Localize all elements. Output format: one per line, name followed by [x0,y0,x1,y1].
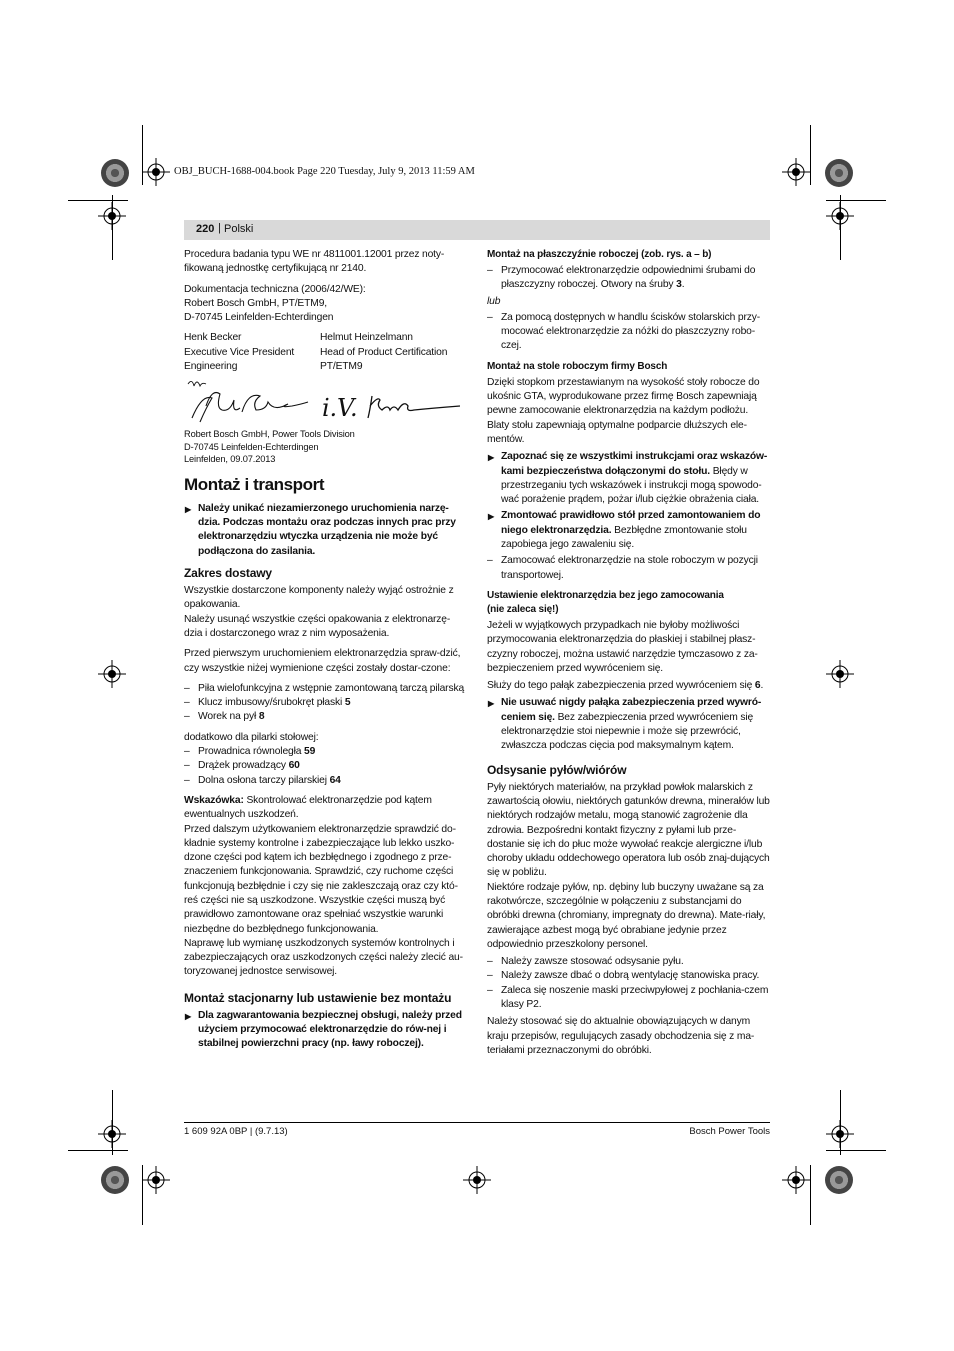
doc-label: Dokumentacja techniczna (2006/42/WE): [184,283,366,295]
list-item: – Drążek prowadzący 60 [184,759,467,773]
final-paragraph: Należy stosować się do aktualnie obowiązujących w danym kraju przepisów, regulujących zasady obchodzenia się z ma-teriałami przeznaczonymi do obróbki. [487,1016,755,1056]
company-line-2: D-70745 Leinfelden-Echterdingen [184,441,319,452]
note-paragraph: Wskazówka: Skontrolować elektronarzędzie pod kątem ewentualnych uszkodzeń. [184,794,432,821]
heading-odsysanie: Odsysanie pyłów/wiórów [487,762,627,777]
list-item: – Przymocować elektronarzędzie odpowiednimi śrubami do płaszczyzny roboczej. Otwory na śruby 3. [487,264,770,293]
inspection-paragraph: Przed dalszym użytkowaniem elektronarzędzie sprawdzić do-kładnie systemy kontrolne i zabezpieczające lub lekko uszko-dzone części pod kątem ich bezbłędnego i zgodnego z prze-znaczeniem funkcjonowania. Sprawdzić, czy ruchome części funkcjonują bezbłędnie i czy się nie zakleszczają oraz czy któ-reś części nie są uszkodzone. Wszystkie części muszą być prawidłowo zamontowane oraz spełniać wszystkie warunki niezbędne do bezbłędnego funkcjonowania. [184,823,458,935]
warning-4: ▶ Zmontować prawidłowo stół przed zamontowaniem do niego elektronarzędzia. Bezbłędne zmontowanie stołu zapobiega jego zawaleniu się. [487,509,770,552]
list-item: – Prowadnica równoległa 59 [184,745,467,759]
signer1-title2: Engineering [184,361,238,373]
list-item: – Worek na pył 8 [184,710,467,724]
signer1-title: Executive Vice President [184,346,295,358]
registration-mark-icon [826,202,854,230]
signer2-title2: PT/ETM9 [320,361,363,373]
heading-ustawienie: Ustawienie elektronarzędzia bez jego zamocowania (nie zaleca się!) [487,589,724,615]
or-label: lub [487,295,501,307]
section-title-montaz: Montaż i transport [184,474,325,494]
color-bar-mark-top-right [825,159,853,187]
registration-mark-icon [98,1120,126,1148]
warning-3: ▶ Zapoznać się ze wszystkimi instrukcjami oraz wskazów-kami bezpieczeństwa dołączonymi do stołu. Błędy w przestrzeganiu tych wskazówek i instrukcji mogą spowodo-wać porażenie prądem, pożar i/lub ciężkie obrażenia ciała. [487,450,770,507]
doc-company: Robert Bosch GmbH, PT/ETM9, [184,297,328,309]
registration-mark-icon [98,660,126,688]
footer-divider [184,1122,770,1123]
odsysanie-paragraph-1: Pyły niektórych materiałów, na przykład powłok malarskich z zawartością ołowiu, niektórych gatunków drewna, minerałów lub niektórych rodzajów metalu, mogą stanowić zagrożenie dla zdrowia. Bezpośredni kontakt fizyczny z pyłami lub prze-dostanie się ich do płuc może wywołać reakcje alergiczne i/lub choroby układu oddechowego operatora lub osób znaj-dujących się w pobliżu. [487,781,770,879]
dust-list [487,955,770,1012]
registration-mark-icon [142,158,170,186]
header-separator: | [218,222,221,234]
stole-paragraph: Dzięki stopkom przestawianym na wysokość stoły robocze do ukośnic GTA, wyprodukowane przez firmę Bosch zapewniają pewne zamocowanie elektronarzędzia na każdym podłożu. Blaty stołu zapewniają optymalne podparcie dłuższych ele-mentów. [487,376,760,445]
registration-mark-icon [826,660,854,688]
signer1-name: Henk Becker [184,332,242,344]
list-item: – Za pomocą dostępnych w handlu ścisków stolarskich przy-mocować elektronarzędzie za nóżki do płaszczyzny robo-czej. [487,311,770,354]
intro-paragraph: Procedura badania typu WE nr 4811001.12001 przez noty-fikowaną jednostkę certyfikującą nr 2140. [184,249,445,275]
delivery-list [184,682,467,725]
signers [184,331,467,374]
color-bar-mark-bottom-right [825,1166,853,1194]
company-line-1: Robert Bosch GmbH, Power Tools Division [184,429,355,440]
note-label: Wskazówka: [184,794,244,806]
registration-mark-icon [98,202,126,230]
warning-2: ▶ Dla zagwarantowania bezpiecznej obsługi, należy przed użyciem przymocować elektronarzędzie do rów-nej i stabilnej powierzchni pracy (np. ławy roboczej). [184,1009,467,1052]
footer-doc-number: 1 609 92A 0BP | (9.7.13) [184,1126,288,1137]
list-item: – Zaleca się noszenie maski przeciwpyłowej z pochłania-czem klasy P2. [487,984,770,1013]
footer-brand: Bosch Power Tools [689,1126,770,1137]
heading-plaszczyzna: Montaż na płaszczyźnie roboczej (zob. rys. a – b) [487,249,712,260]
color-bar-mark-top-left [101,159,129,187]
ustawienie-paragraph: Jeżeli w wyjątkowych przypadkach nie byłoby możliwości przymocowania elektronarzędzia do płaskiej i stabilnej płasz-czyzny roboczej, można ustawić narzędzie tymczasowo z za-bezpieczeniem przed wywróceniem się. [487,619,758,674]
registration-mark-icon [782,1166,810,1194]
registration-mark-icon [782,158,810,186]
page-number: 220 [196,223,215,235]
warning-5: ▶ Nie usuwać nigdy pałąka zabezpieczenia przed wywró-ceniem się. Bez zabezpieczenia przed wywróceniem się elektronarzędzie stoi niepewnie i może się przewrócić, zwłaszcza podczas cięcia pod maksymalnym kątem. [487,696,770,753]
table-saw-list [184,745,467,788]
list-item: – Klucz imbusowy/śrubokręt płaski 5 [184,696,467,710]
zakres-paragraph-2: Należy usunąć wszystkie części opakowania z elektronarzę-dzia i dostarczonego wraz z nim wyposażenia. [184,613,451,639]
signatures [184,376,467,428]
left-column [184,248,467,1052]
list-item: – Należy zawsze stosować odsysanie pyłu. [487,955,770,969]
list-item: – Należy zawsze dbać o dobrą wentylację stanowiska pracy. [487,969,770,983]
registration-mark-icon [463,1166,491,1194]
repair-paragraph: Naprawę lub wymianę uszkodzonych systemów kontrolnych i zabezpieczających oraz uszkodzonych części należy zlecić au-toryzowanej jednostce serwisowej. [184,937,463,978]
svg-text:i.V.: i.V. [322,394,358,423]
zakres-paragraph-1: Wszystkie dostarczone komponenty należy wyjąć ostrożnie z opakowania. [184,585,454,611]
right-column [487,248,770,1058]
odsysanie-paragraph-2: Niektóre rodzaje pyłów, np. dębiny lub buczyny uważane są za rakotwórcze, szczególnie w połączeniu z substancjami do obróbki drewna (chromiany, impregnaty do drewna). Mate-riały, zawierające azbest mogą być obrabiane jedynie przez odpowiednio przeszkolony personel. [487,881,766,950]
warning-1: ▶ Należy unikać niezamierzonego uruchomienia narzę-dzia. Podczas montażu oraz podczas innych prac przy elektronarzędziu wtyczka urządzenia nie może być podłączona do zasilania. [184,502,467,559]
registration-mark-icon [826,1120,854,1148]
company-line-3: Leinfelden, 09.07.2013 [184,454,276,465]
heading-stole: Montaż na stole roboczym firmy Bosch [487,360,668,372]
list-item: – Piła wielofunkcyjna z wstępnie zamontowaną tarczą pilarską [184,682,467,696]
doc-address: D-70745 Leinfelden-Echterdingen [184,312,334,324]
list-item: – Dolna osłona tarczy pilarskiej 64 [184,774,467,788]
list-item: – Zamocować elektronarzędzie na stole roboczym w pozycji transportowej. [487,554,770,583]
signer2-name: Helmut Heinzelmann [320,332,413,344]
signer2-title: Head of Product Certification [320,346,448,358]
dodatkowo-label: dodatkowo dla pilarki stołowej: [184,731,319,743]
heading-stacjonarny: Montaż stacjonarny lub ustawienie bez montażu [184,990,452,1005]
book-header: OBJ_BUCH-1688-004.book Page 220 Tuesday, July 9, 2013 11:59 AM [174,166,475,177]
registration-mark-icon [142,1166,170,1194]
heading-zakres: Zakres dostawy [184,566,272,581]
header-language: Polski [224,223,254,235]
color-bar-mark-bottom-left [101,1166,129,1194]
page-header [184,220,770,240]
zakres-paragraph-3: Przed pierwszym uruchomieniem elektronarzędzia spraw-dzić, czy wszystkie niżej wymienione części zostały dostar-czone: [184,648,461,674]
sluzy-paragraph: Służy do tego pałąk zabezpieczenia przed wywróceniem się 6. [487,680,764,692]
